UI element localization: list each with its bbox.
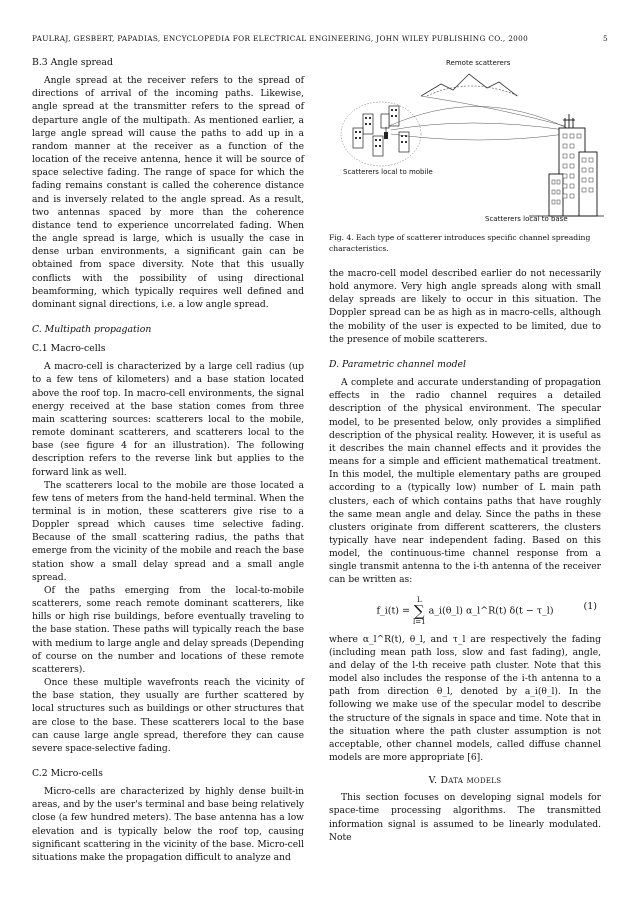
left-column — [32, 56, 304, 865]
equation-number: (1) — [583, 600, 597, 612]
paragraph-model-definitions: where α_l^R(t), θ_l, and τ_l are respectively the fading (including mean path loss, slow and fast fading), angle, and delay of the l-th receive path cluster. Note that this model also includes the response of the i-th antenna to a path from direction θ_l, denoted by a_i(θ_l). In the following we make use of the specular model to describe the structure of the signals in space and time. Note that in the situation where the path cluster assumption is not acceptable, other channel models, called diffuse channel models are more appropriate [6]. — [329, 634, 601, 763]
section-c2-title: C.2 Micro-cells — [32, 767, 103, 779]
equation-body: a_i(θ_l) α_l^R(t) δ(t − τ_l) — [428, 605, 554, 617]
paragraph-angle-spread: Angle spread at the receiver refers to the spread of directions of arrival of the incoming paths. Likewise, angle spread at the transmitter refers to the spread of departure angle of the multipath. As mentioned earlier, a large angle spread will cause the paths to add up in a random manner at the receiver as a function of the location of the receive antenna, hence it will be source of space selective fading. The range of space for which the fading remains constant is called the coherence distance and is inversely related to the angle spread. As a result, two antennas spaced by more than the coherence distance tend to experience uncorrelated fading. When the angle spread is large, which is usually the case in dense urban environments, a significant gain can be obtained from space diversity. Note that this usually conflicts with the possibility of using directional beamforming, which typically requires well defined and dominant signal directions, i.e. a low angle spread. — [32, 76, 304, 310]
summation — [413, 596, 426, 626]
running-header — [32, 34, 608, 46]
paragraph-macro-cells-1: A macro-cell is characterized by a large cell radius (up to a few tens of kilometers) and a base station located above the roof top. In macro-cell environments, the signal energy received at the base station comes from three main scattering sources: scatterers local to the mobile, remote dominant scatterers, and scatterers local to the base (see figure 4 for an illustration). The following description refers to the reverse link but applies to the forward link as well. — [32, 362, 304, 478]
right-column — [329, 268, 601, 845]
paragraph-micro-cells-continued: the macro-cell model described earlier do not necessarily hold anymore. Very high angle spreads along with small delay spreads are likely to occur in this situation. The Doppler spread can be as high as in macro-cells, although the mobility of the user is expected to be limited, due to the presence of mobile scatterers. — [329, 269, 601, 345]
equation-1 — [329, 596, 601, 626]
figure-caption: Fig. 4. Each type of scatterer introduces specific channel spreading characteristics. — [329, 233, 591, 253]
paragraph-macro-cells-4: Once these multiple wavefronts reach the vicinity of the base station, they usually are further scattered by local structures such as buildings or other structures that are close to the base. These scatterers local to the base can cause large angle spread, therefore they can cause severe space-selective fading. — [32, 678, 304, 754]
sum-upper: L — [416, 595, 422, 604]
section-b3-title: B.3 Angle spread — [32, 57, 113, 68]
sum-lower: l=1 — [413, 617, 426, 626]
equation-lhs: f_i(t) = — [376, 605, 413, 617]
section-c1-title: C.1 Macro-cells — [32, 343, 106, 355]
paragraph-parametric-model: A complete and accurate understanding of propagation effects in the radio channel requires a detailed description of the physical environment. The specular model, to be presented below, only provides a simplified description of the physical reality. However, it is useful as it describes the main channel effects and it provides the means for a simple and efficient mathematical treatment. In this model, the multiple elementary paths are grouped according to a (typically low) number of L main path clusters, each of which contains paths that have roughly the same mean angle and delay. Since the paths in these clusters originate from different scatterers, the clusters typically have near independent fading. Based on this model, the continuous-time channel response from a single transmit antenna to the i-th antenna of the receiver can be written as: — [329, 378, 601, 586]
paragraph-micro-cells: Micro-cells are characterized by highly dense built-in areas, and by the user's terminal and base being relatively close (a few hundred meters). The base antenna has a low elevation and is typically below the roof top, causing significant scattering in the vicinity of the base. Micro-cell situations make the propagation difficult to analyze and — [32, 787, 304, 863]
section-v-title: V. Data models — [428, 775, 502, 787]
sigma-symbol: ∑ — [413, 601, 425, 620]
running-title: PAULRAJ, GESBERT, PAPADIAS, ENCYCLOPEDIA FOR ELECTRICAL ENGINEERING, JOHN WILEY PUBLISHING CO., 2000 — [32, 34, 529, 43]
label-scatterers-local-to-base: Scatterers local to base — [485, 215, 568, 223]
scatterer-illustration — [329, 56, 608, 231]
section-c-title: C. Multipath propagation — [32, 323, 152, 335]
section-d-title: D. Parametric channel model — [329, 358, 467, 370]
mobile-terminal — [384, 132, 388, 139]
paragraph-data-models: This section focuses on developing signal models for space-time processing algorithms. The transmitted information signal is assumed to be linearly modulated. Note — [329, 793, 601, 843]
figure-4 — [329, 56, 608, 256]
label-scatterers-local-to-mobile: Scatterers local to mobile — [343, 168, 433, 176]
paragraph-macro-cells-2: The scatterers local to the mobile are those located a few tens of meters from the hand-held terminal. When the terminal is in motion, these scatterers give rise to a Doppler spread which causes time selective fading. Because of the small scattering radius, the paths that emerge from the vicinity of the mobile and reach the base station show a small delay spread and a small angle spread. — [32, 480, 304, 583]
page-number: 5 — [603, 34, 608, 43]
paragraph-macro-cells-3: Of the paths emerging from the local-to-mobile scatterers, some reach remote dominant scatterers, like hills or high rise buildings, before eventually traveling to the base station. These paths will typically reach the base with medium to large angle and delay spreads (Depending of course on the number and locations of these remote scatterers). — [32, 585, 304, 675]
label-remote-scatterers: Remote scatterers — [446, 59, 511, 67]
